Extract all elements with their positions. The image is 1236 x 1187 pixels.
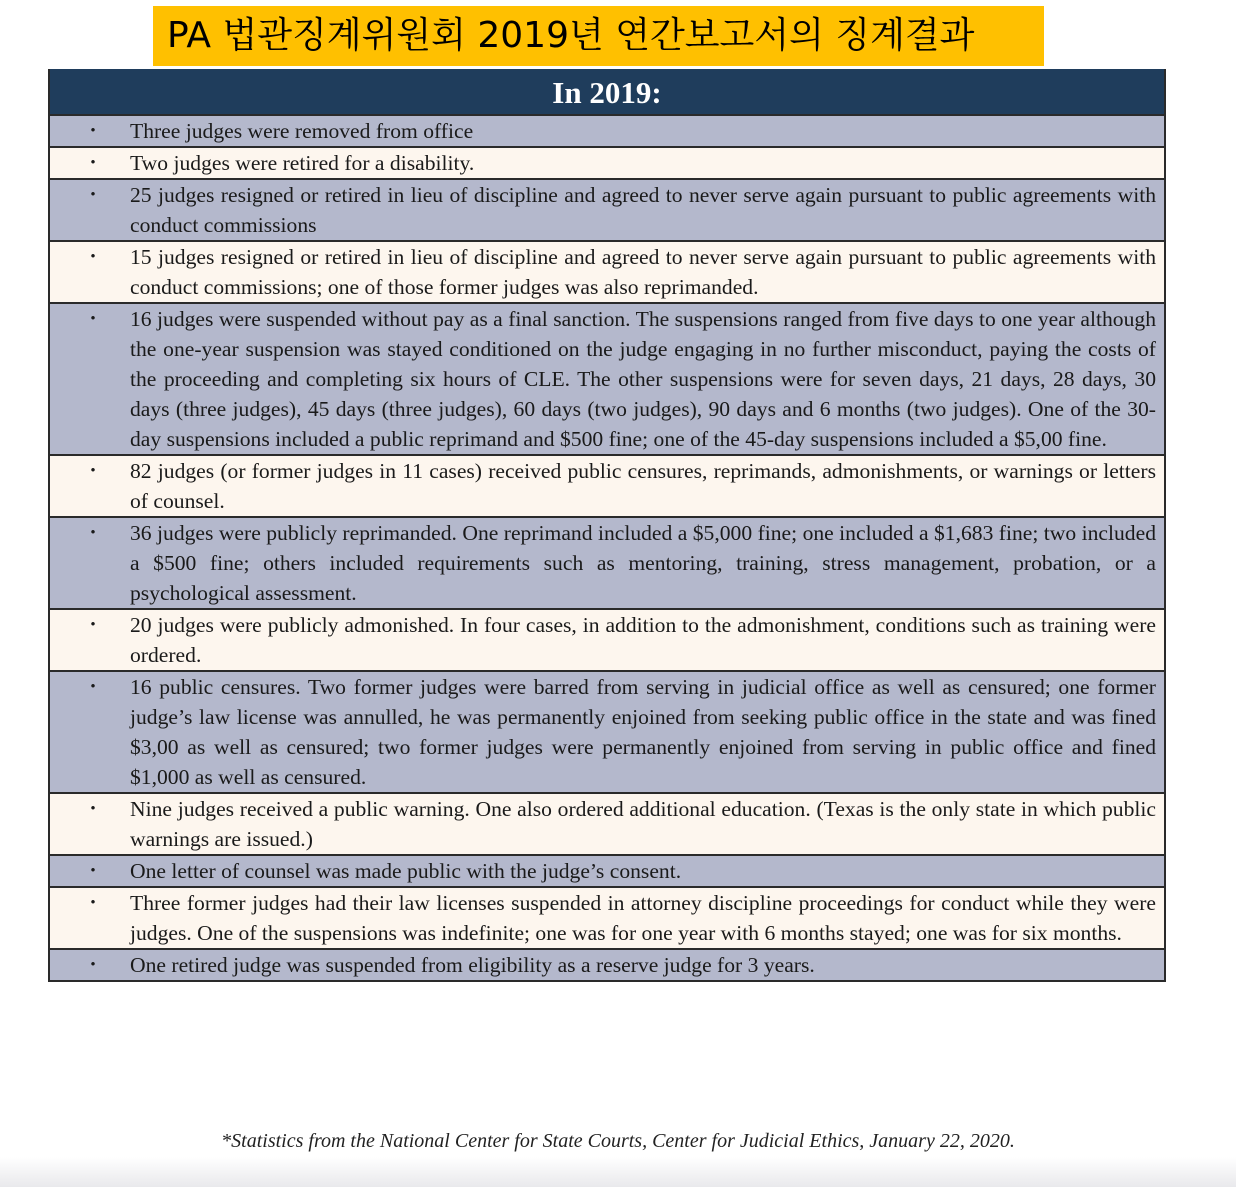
bullet-icon: • (90, 123, 96, 139)
row-text: Nine judges received a public warning. One also ordered additional education. (Texas is the only state in which public warnings are issued.) (130, 797, 1156, 851)
table-header: In 2019: (50, 69, 1164, 114)
table-row (50, 608, 1164, 670)
row-text: Three former judges had their law licenses suspended in attorney discipline proceedings for conduct while they were judges. One of the suspensions was indefinite; one was for one year with 6 months stayed; one was for six months. (130, 891, 1156, 945)
row-text: 16 public censures. Two former judges were barred from serving in judicial office as well as censured; one former judge’s law license was annulled, he was permanently enjoined from seeking public office in the state and was fined $3,00 as well as censured; two former judges were permanently enjoined from serving in public office and fined $1,000 as well as censured. (130, 675, 1156, 789)
table-row (50, 240, 1164, 302)
table-row (50, 670, 1164, 792)
row-text: One letter of counsel was made public with the judge’s consent. (130, 859, 682, 883)
table-body (50, 114, 1164, 980)
bullet-icon: • (90, 463, 96, 479)
row-text: 82 judges (or former judges in 11 cases) received public censures, reprimands, admonishments, or warnings or letters of counsel. (130, 459, 1156, 513)
table-row (50, 302, 1164, 454)
bullet-icon: • (90, 895, 96, 911)
bullet-icon: • (90, 863, 96, 879)
row-text: Two judges were retired for a disability. (130, 151, 475, 175)
table-row (50, 948, 1164, 980)
table-row (50, 114, 1164, 146)
table-row (50, 854, 1164, 886)
bullet-icon: • (90, 311, 96, 327)
bullet-icon: • (90, 155, 96, 171)
row-text: 20 judges were publicly admonished. In four cases, in addition to the admonishment, conditions such as training were ordered. (130, 613, 1156, 667)
table-row (50, 454, 1164, 516)
table-row (50, 886, 1164, 948)
page-title: PA 법관징계위원회 2019년 연간보고서의 징계결과 (153, 6, 1044, 66)
bottom-fade (0, 1157, 1236, 1187)
row-text: One retired judge was suspended from eligibility as a reserve judge for 3 years. (130, 953, 815, 977)
row-text: 36 judges were publicly reprimanded. One reprimand included a $5,000 fine; one included a $1,683 fine; two included a $500 fine; others included requirements such as mentoring, training, stress management, probation, or a psychological assessment. (130, 521, 1156, 605)
bullet-icon: • (90, 187, 96, 203)
row-text: 15 judges resigned or retired in lieu of discipline and agreed to never serve again pursuant to public agreements with conduct commissions; one of those former judges was also reprimanded. (130, 245, 1156, 299)
bullet-icon: • (90, 617, 96, 633)
table-row (50, 178, 1164, 240)
bullet-icon: • (90, 801, 96, 817)
footnote: *Statistics from the National Center for State Courts, Center for Judicial Ethics, January 22, 2020. (221, 1130, 1015, 1152)
table-row (50, 792, 1164, 854)
bullet-icon: • (90, 679, 96, 695)
bullet-icon: • (90, 525, 96, 541)
bullet-icon: • (90, 249, 96, 265)
row-text: 25 judges resigned or retired in lieu of discipline and agreed to never serve again pursuant to public agreements with conduct commissions (130, 183, 1156, 237)
row-text: 16 judges were suspended without pay as a final sanction. The suspensions ranged from five days to one year although the one-year suspension was stayed conditioned on the judge engaging in no further misconduct, paying the costs of the proceeding and completing six hours of CLE. The other suspensions were for seven days, 21 days, 28 days, 30 days (three judges), 45 days (three judges), 60 days (two judges), 90 days and 6 months (two judges). One of the 30-day suspensions included a public reprimand and $500 fine; one of the 45-day suspensions included a $5,00 fine. (130, 307, 1156, 451)
table-row (50, 146, 1164, 178)
discipline-table (48, 69, 1166, 982)
table-row (50, 516, 1164, 608)
bullet-icon: • (90, 957, 96, 973)
row-text: Three judges were removed from office (130, 119, 474, 143)
